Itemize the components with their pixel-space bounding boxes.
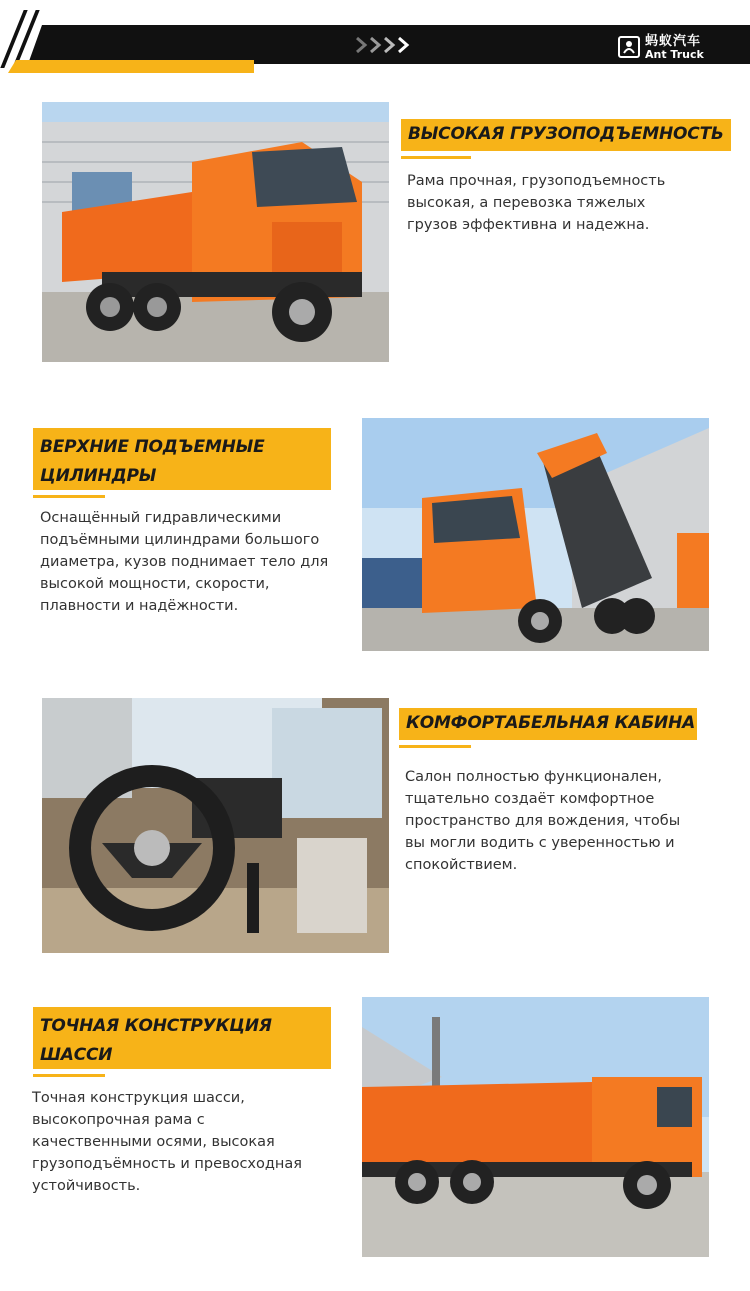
section-title: КОМФОРТАБЕЛЬНАЯ КАБИНА xyxy=(399,708,697,740)
title-underline xyxy=(33,495,105,498)
ant-truck-logo-icon xyxy=(618,36,640,58)
header-accent-stripe xyxy=(8,60,254,73)
title-underline xyxy=(401,156,471,159)
tipping-truck-photo xyxy=(362,418,709,651)
section-description: Точная конструкция шасси, высокопрочная рама с качественными осями, высокая грузоподъёмность и превосходная устойчивость. xyxy=(32,1090,302,1194)
brand-name-en: Ant Truck xyxy=(645,48,704,61)
chevron-right-icon xyxy=(396,35,410,55)
title-underline xyxy=(399,745,471,748)
title-underline xyxy=(33,1074,105,1077)
chevron-right-icon xyxy=(368,35,382,55)
section-title: ТОЧНАЯ КОНСТРУКЦИЯ ШАССИ xyxy=(33,1007,331,1069)
brand-logo[interactable] xyxy=(618,32,704,62)
section-title: ВЕРХНИЕ ПОДЪЕМНЫЕ ЦИЛИНДРЫ xyxy=(33,428,331,490)
section-description: Салон полностью функционален, тщательно создаёт комфортное пространство для вождения, чтобы вы могли водить с уверенностью и спокойствием. xyxy=(405,769,681,873)
section-description: Оснащённый гидравлическими подъёмными цилиндрами большого диаметра, кузов поднимает тело для высокой мощности, скорости, плавности и надёжности. xyxy=(40,510,329,614)
dump-truck-photo xyxy=(42,102,389,362)
section-title: ВЫСОКАЯ ГРУЗОПОДЪЕМНОСТЬ xyxy=(401,119,731,151)
chevron-right-icon xyxy=(382,35,396,55)
truck-cabin-photo xyxy=(42,698,389,953)
brand-name-cn: 蚂蚁汽车 xyxy=(645,33,702,48)
chassis-truck-photo xyxy=(362,997,709,1257)
chevron-arrows xyxy=(354,30,410,60)
chevron-right-icon xyxy=(354,35,368,55)
section-description: Рама прочная, грузоподъемность высокая, а перевозка тяжелых грузов эффективна и надежна. xyxy=(407,173,666,233)
